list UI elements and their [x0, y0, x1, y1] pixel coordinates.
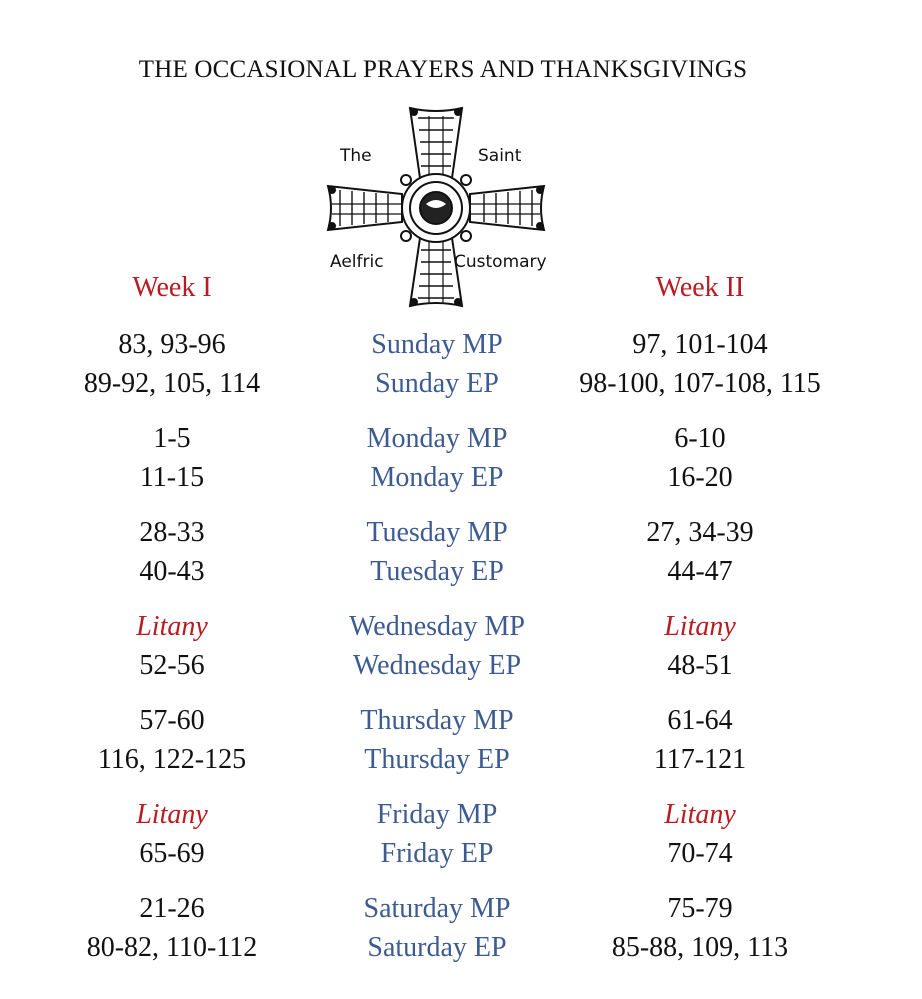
week-two-header: Week II — [655, 272, 745, 303]
week-two-psalms: 98-100, 107-108, 115 — [579, 368, 821, 399]
day-group-monday — [0, 419, 922, 513]
schedule-row — [0, 795, 922, 834]
page-title: THE OCCASIONAL PRAYERS AND THANKSGIVINGS — [138, 56, 748, 83]
service-label: Sunday EP — [375, 368, 499, 399]
logo-word-customary: Customary — [454, 252, 547, 272]
day-group-sunday — [0, 325, 922, 419]
week-two-litany: Litany — [664, 799, 736, 830]
week-one-psalms: 28-33 — [139, 517, 205, 548]
logo-word-the: The — [340, 146, 372, 166]
week-two-psalms: 75-79 — [667, 893, 733, 924]
service-label: Wednesday MP — [349, 611, 525, 642]
week-two-psalms: 6-10 — [674, 423, 726, 454]
week-one-psalms: 21-26 — [139, 893, 205, 924]
schedule-row — [0, 607, 922, 646]
day-group-friday — [0, 795, 922, 889]
service-label: Wednesday EP — [352, 650, 522, 681]
week-two-psalms: 117-121 — [653, 744, 747, 775]
service-label: Tuesday MP — [366, 517, 508, 548]
service-label: Sunday MP — [371, 329, 503, 360]
schedule-row — [0, 928, 922, 967]
week-one-litany: Litany — [136, 799, 208, 830]
psalm-schedule-table — [0, 325, 922, 983]
week-two-psalms: 70-74 — [667, 838, 733, 869]
week-one-psalms: 11-15 — [139, 462, 205, 493]
service-label: Monday EP — [370, 462, 504, 493]
week-one-psalms: 83, 93-96 — [118, 329, 226, 360]
week-one-psalms: 80-82, 110-112 — [86, 932, 258, 963]
service-label: Saturday MP — [363, 893, 511, 924]
schedule-row — [0, 552, 922, 591]
week-one-header: Week I — [132, 272, 212, 303]
week-two-psalms: 61-64 — [667, 705, 733, 736]
schedule-row — [0, 646, 922, 685]
service-label: Monday MP — [366, 423, 508, 454]
cross-logo — [318, 100, 568, 315]
week-one-psalms: 116, 122-125 — [97, 744, 247, 775]
schedule-row — [0, 513, 922, 552]
schedule-row — [0, 458, 922, 497]
week-one-psalms: 89-92, 105, 114 — [83, 368, 261, 399]
logo-word-aelfric: Aelfric — [330, 252, 384, 272]
schedule-row — [0, 740, 922, 779]
week-two-psalms: 48-51 — [667, 650, 733, 681]
service-label: Friday MP — [376, 799, 498, 830]
logo-word-saint: Saint — [478, 146, 522, 166]
week-two-psalms: 16-20 — [667, 462, 733, 493]
cross-icon — [318, 100, 568, 315]
schedule-row — [0, 834, 922, 873]
schedule-row — [0, 701, 922, 740]
day-group-thursday — [0, 701, 922, 795]
schedule-row — [0, 325, 922, 364]
service-label: Friday EP — [380, 838, 494, 869]
week-one-psalms: 57-60 — [139, 705, 205, 736]
day-group-tuesday — [0, 513, 922, 607]
schedule-row — [0, 419, 922, 458]
service-label: Thursday MP — [360, 705, 514, 736]
day-group-wednesday — [0, 607, 922, 701]
week-one-psalms: 1-5 — [153, 423, 191, 454]
week-two-litany: Litany — [664, 611, 736, 642]
service-label: Thursday EP — [364, 744, 510, 775]
week-one-psalms: 65-69 — [139, 838, 205, 869]
service-label: Saturday EP — [367, 932, 507, 963]
schedule-row — [0, 364, 922, 403]
day-group-saturday — [0, 889, 922, 983]
week-one-psalms: 40-43 — [139, 556, 205, 587]
week-two-psalms: 27, 34-39 — [646, 517, 754, 548]
week-two-psalms: 44-47 — [667, 556, 733, 587]
week-two-psalms: 85-88, 109, 113 — [611, 932, 789, 963]
schedule-row — [0, 889, 922, 928]
week-one-litany: Litany — [136, 611, 208, 642]
week-two-psalms: 97, 101-104 — [632, 329, 768, 360]
week-one-psalms: 52-56 — [139, 650, 205, 681]
service-label: Tuesday EP — [370, 556, 504, 587]
